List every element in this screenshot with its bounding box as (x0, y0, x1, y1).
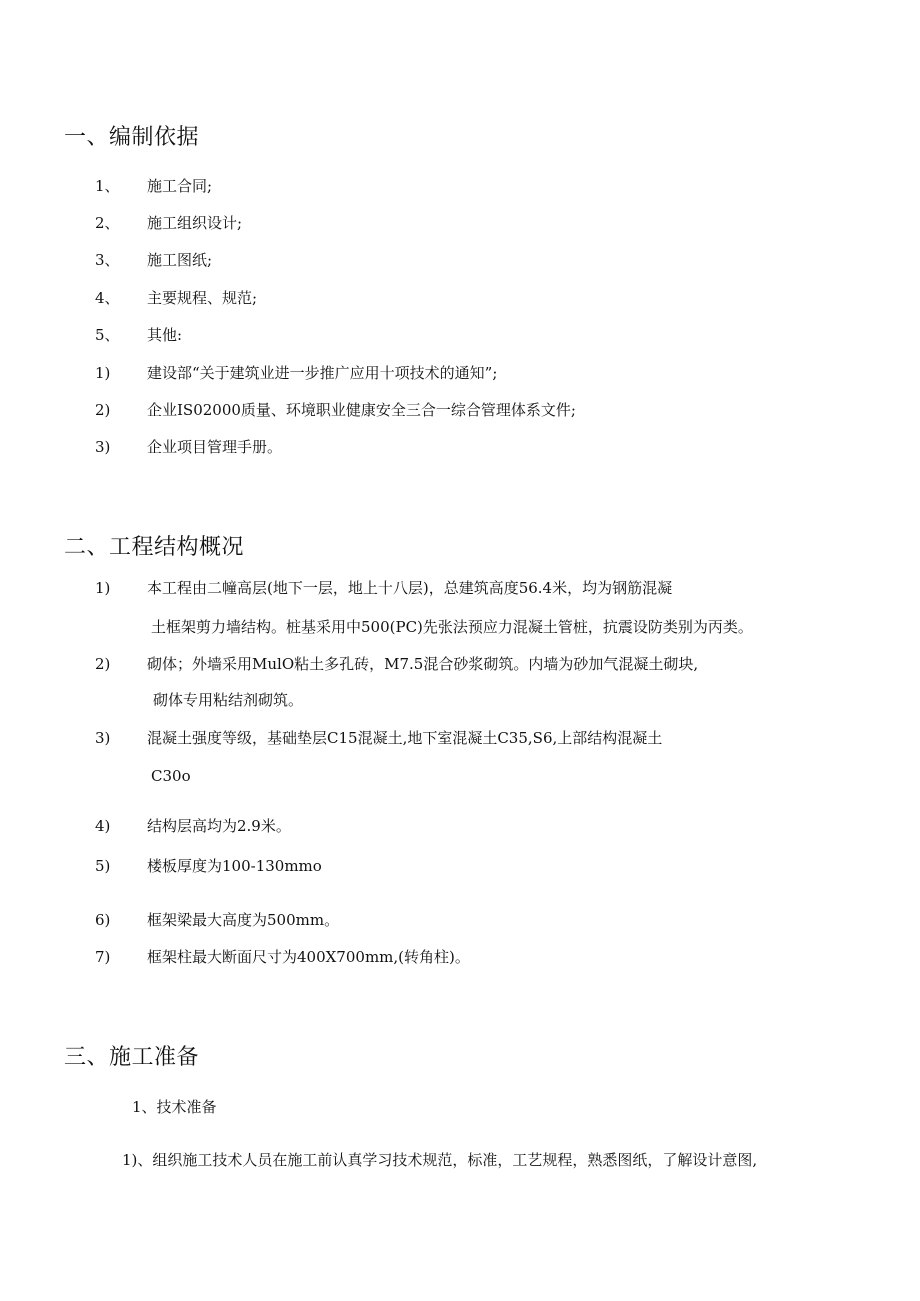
item-text: 企业项目管理手册。 (147, 438, 283, 456)
item-number: 6) (95, 911, 111, 929)
section-heading-preparation: 三、施工准备 (64, 1045, 200, 1070)
item-number: 4、 (95, 289, 120, 307)
item-number: 5) (95, 857, 111, 875)
item-number: 1) (95, 364, 111, 382)
item-text: 企业IS02000质量、环境职业健康安全三合一综合管理体系文件; (147, 401, 576, 419)
item-text: 框架梁最大高度为500mm。 (147, 911, 340, 929)
item-number: 2、 (95, 214, 120, 232)
item-number: 1) (95, 579, 111, 597)
item-continuation: 砌体专用粘结剂砌筑。 (153, 691, 304, 709)
item-continuation: C30o (151, 767, 191, 785)
item-text: 施工图纸; (147, 251, 213, 269)
item-number: 3) (95, 729, 111, 747)
item-text: 本工程由二幢高层(地下一层，地上十八层)，总建筑高度56.4米，均为钢筋混凝 (147, 579, 673, 597)
item-text: 混凝土强度等级，基础垫层C15混凝土,地下室混凝土C35,S6,上部结构混凝土 (147, 729, 663, 747)
item-number: 2) (95, 401, 111, 419)
item-text: 砌体；外墙采用MulO粘土多孔砖，M7.5混合砂浆砌筑。内墙为砂加气混凝土砌块, (147, 655, 699, 673)
item-continuation: 土框架剪力墙结构。桩基采用中500(PC)先张法预应力混凝土管桩，抗震设防类别为丙类。 (151, 618, 753, 636)
item-text: 主要规程、规范; (147, 289, 258, 307)
item-text: 框架柱最大断面尺寸为400X700mm,(转角柱)。 (147, 948, 470, 966)
item-text: 建设部“关于建筑业进一步推广应用十项技术的通知”; (147, 364, 498, 382)
item-text: 施工合同; (147, 177, 213, 195)
item-number: 7) (95, 948, 111, 966)
item-number: 3、 (95, 251, 120, 269)
paragraph: 1)、组织施工技术人员在施工前认真学习技术规范，标准，工艺规程，熟悉图纸，了解设计意图, (122, 1151, 758, 1169)
item-number: 5、 (95, 326, 120, 344)
subheading-technical-prep: 1、技术准备 (132, 1098, 217, 1116)
section-heading-structure: 二、工程结构概况 (64, 535, 245, 560)
item-text: 楼板厚度为100-130mmo (147, 857, 322, 875)
item-text: 结构层高均为2.9米。 (147, 817, 291, 835)
item-number: 3) (95, 438, 111, 456)
section-heading-basis: 一、编制依据 (64, 125, 200, 150)
item-number: 4) (95, 817, 111, 835)
item-text: 施工组织设计; (147, 214, 243, 232)
item-text: 其他: (147, 326, 183, 344)
item-number: 2) (95, 655, 111, 673)
item-number: 1、 (95, 177, 120, 195)
